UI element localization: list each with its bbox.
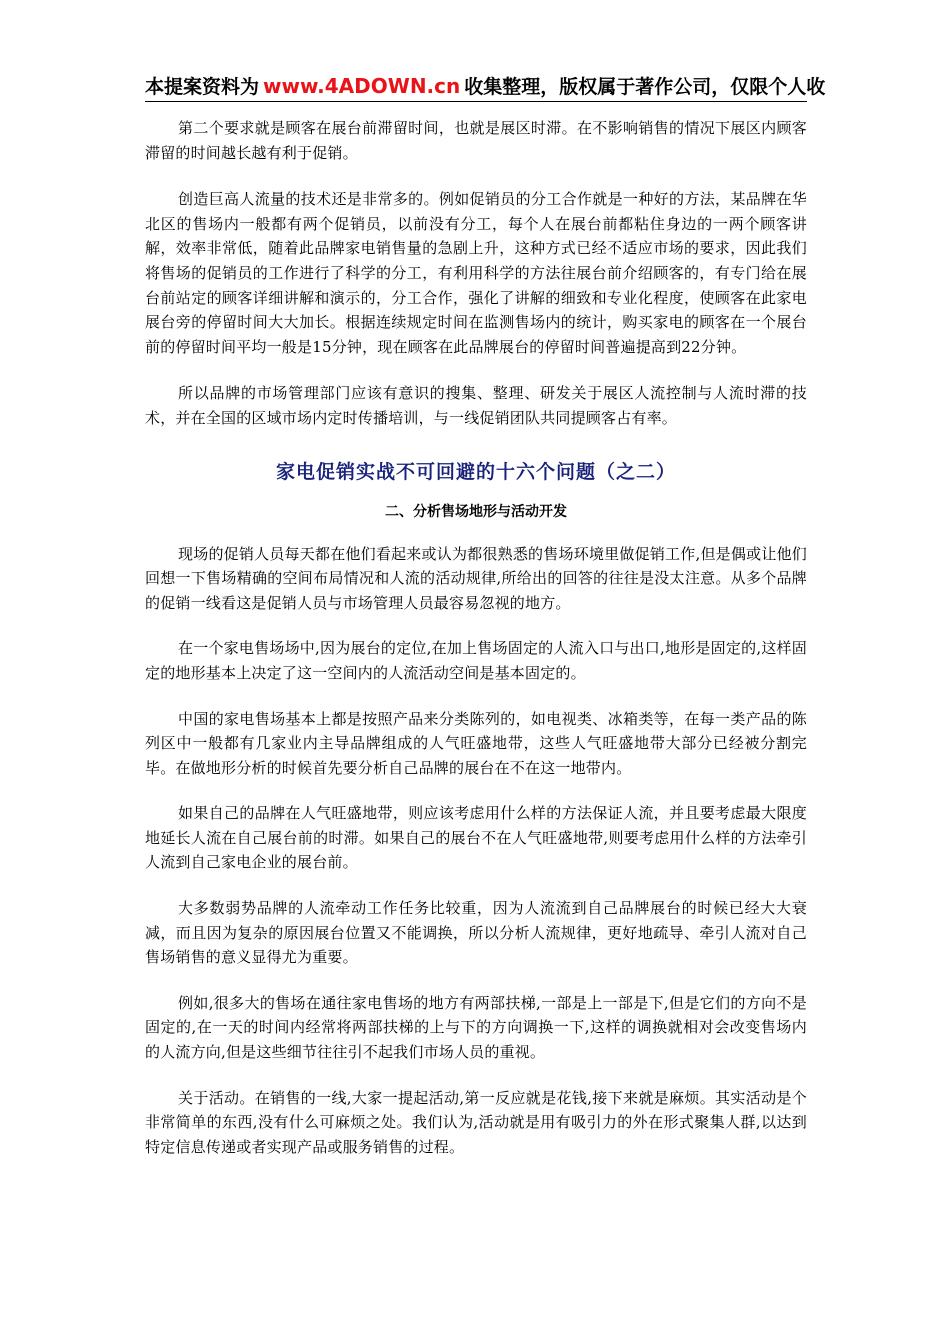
section-title: 家电促销实战不可回避的十六个问题（之二） bbox=[275, 460, 676, 483]
header-divider bbox=[145, 101, 807, 102]
header-prefix: 本提案资料为 bbox=[145, 76, 260, 98]
header-brand-link[interactable]: www.4ADOWN.cn bbox=[263, 74, 461, 98]
paragraph: 第二个要求就是顾客在展台前滞留时间，也就是展区时滞。在不影响销售的情况下展区内顾客滞留的时间越长越有利于促销。 bbox=[145, 119, 807, 162]
paragraph: 中国的家电售场基本上都是按照产品来分类陈列的，如电视类、冰箱类等，在每一类产品的陈列区中一般都有几家业内主导品牌组成的人气旺盛地带，这些人气旺盛地带大部分已经被分割完毕。在做地形分析的时候首先要分析自己品牌的展台在不在这一地带内。 bbox=[145, 709, 807, 777]
paragraph: 在一个家电售场场中,因为展台的定位,在加上售场固定的人流入口与出口,地形是固定的,这样固定的地形基本上决定了这一空间内的人流活动空间是基本固定的。 bbox=[145, 639, 807, 682]
paragraph: 大多数弱势品牌的人流牵动工作任务比较重，因为人流流到自己品牌展台的时候已经大大衰减，而且因为复杂的原因展台位置又不能调换，所以分析人流规律，更好地疏导、牵引人流对自己售场销售的意义显得尤为重要。 bbox=[145, 899, 807, 967]
paragraph: 所以品牌的市场管理部门应该有意识的搜集、整理、研发关于展区人流控制与人流时滞的技术，并在全国的区域市场内定时传播培训，与一线促销团队共同提顾客占有率。 bbox=[145, 384, 807, 427]
paragraph: 例如,很多大的售场在通往家电售场的地方有两部扶梯,一部是上一部是下,但是它们的方向不是固定的,在一天的时间内经常将两部扶梯的上与下的方向调换一下,这样的调换就相对会改变售场内的人流方向,但是这些细节往往引不起我们市场人员的重视。 bbox=[145, 993, 807, 1062]
paragraph: 现场的促销人员每天都在他们看起来或认为都很熟悉的售场环境里做促销工作,但是偶或让他们回想一下售场精确的空间布局情况和人流的活动规律,所给出的回答的往往是没太注意。从多个品牌的促销一线看这是促销人员与市场管理人员最容易忽视的地方。 bbox=[145, 544, 807, 612]
header-suffix: 收集整理，版权属于著作公司，仅限个人收 bbox=[464, 76, 826, 98]
paragraph: 创造巨高人流量的技术还是非常多的。例如促销员的分工合作就是一种好的方法，某品牌在华北区的售场内一般都有两个促销员，以前没有分工，每个人在展台前都粘住身边的一两个顾客讲解，效率非常低，随着此品牌家电销售量的急剧上升，这种方式已经不适应市场的要求，因此我们将售场的促销员的工作进行了科学的分工，有利用科学的方法往展台前介绍顾客的，有专门给在展台前站定的顾客详细讲解和演示的，分工合作，强化了讲解的细致和专业化程度，使顾客在此家电展台旁的停留时间大大加长。根据连续规定时间在监测售场内的统计，购买家电的顾客在一个展台前的停留时间平均一般是15分钟，现在顾客在此品牌展台的停留时间普遍提高到22分钟。 bbox=[145, 190, 807, 356]
section-subtitle: 二、分析售场地形与活动开发 bbox=[385, 503, 567, 520]
paragraph: 如果自己的品牌在人气旺盛地带，则应该考虑用什么样的方法保证人流，并且要考虑最大限度地延长人流在自己展台前的时滞。如果自己的展台不在人气旺盛地带,则要考虑用什么样的方法牵引人流到自己家电企业的展台前。 bbox=[145, 804, 807, 872]
paragraph: 关于活动。在销售的一线,大家一提起活动,第一反应就是花钱,接下来就是麻烦。其实活动是个非常简单的东西,没有什么可麻烦之处。我们认为,活动就是用有吸引力的外在形式聚集人群,以达到特定信息传递或者实现产品或服务销售的过程。 bbox=[145, 1088, 807, 1156]
document-body bbox=[145, 116, 807, 1159]
page-header bbox=[145, 72, 950, 102]
